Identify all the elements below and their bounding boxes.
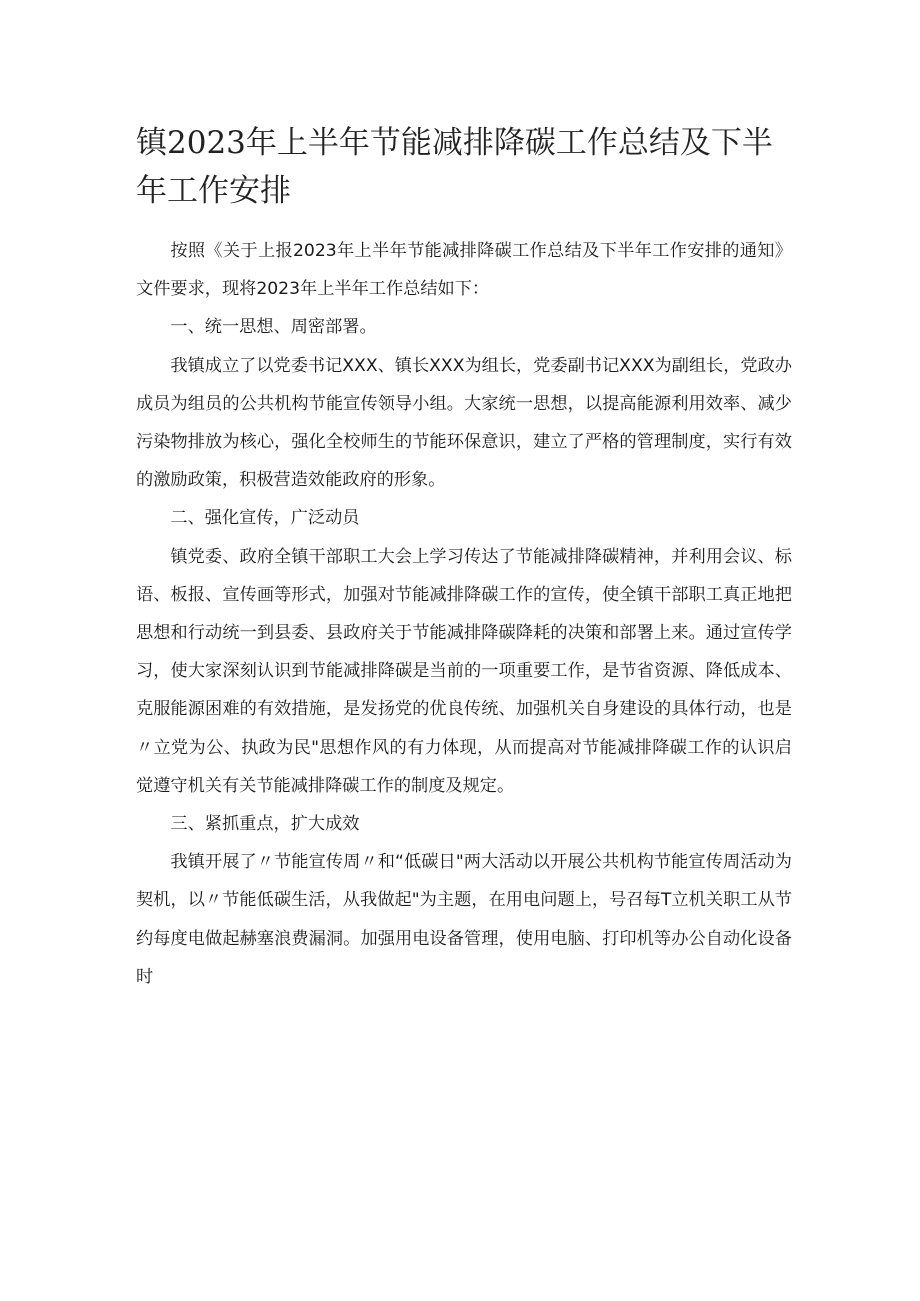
intro-paragraph: 按照《关于上报2023年上半年节能减排降碳工作总结及下半年工作安排的通知》文件要求，现将2023年上半年工作总结如下： bbox=[136, 241, 792, 300]
body-paragraph: 我镇开展了〃节能宣传周〃和“低碳日"两大活动以开展公共机构节能宣传周活动为契机，以〃节能低碳生活，从我做起"为主题，在用电问题上，号召每T立机关职工从节约每度电做起赫塞浪费漏洞。加强用电设备管理，使用电脑、打印机等办公自动化设备时 bbox=[136, 852, 792, 987]
section-heading-3: 三、紧抓重点，扩大成效 bbox=[170, 814, 360, 835]
section-heading-2: 二、强化宣传，广泛动员 bbox=[170, 508, 360, 529]
document-body bbox=[136, 232, 792, 996]
document-title: 镇2023年上半年节能减排降碳工作总结及下半年工作安排 bbox=[136, 125, 773, 209]
section-heading-1: 一、统一思想、周密部署。 bbox=[170, 317, 377, 338]
body-paragraph: 镇党委、政府全镇干部职工大会上学习传达了节能减排降碳精神，并利用会议、标语、板报、宣传画等形式，加强对节能减排降碳工作的宣传，使全镇干部职工真正地把思想和行动统一到县委、县政府关于节能减排降碳降耗的决策和部署上来。通过宣传学习，使大家深刻认识到节能减排降碳是当前的一项重要工作，是节省资源、降低成本、克服能源困难的有效措施，是发扬党的优良传统、加强机关自身建设的具体行动，也是〃立党为公、执政为民"思想作风的有力体现，从而提高对节能减排降碳工作的认识启觉遵守机关有关节能减排降碳工作的制度及规定。 bbox=[136, 546, 792, 796]
body-paragraph: 我镇成立了以党委书记XXX、镇长XXX为组长，党委副书记XXX为副组长，党政办成员为组员的公共机构节能宣传领导小组。大家统一思想，以提高能源利用效率、减少污染物排放为核心，强化全校师生的节能环保意识，建立了严格的管理制度，实行有效的激励政策，积极营造效能政府的形象。 bbox=[136, 355, 792, 491]
